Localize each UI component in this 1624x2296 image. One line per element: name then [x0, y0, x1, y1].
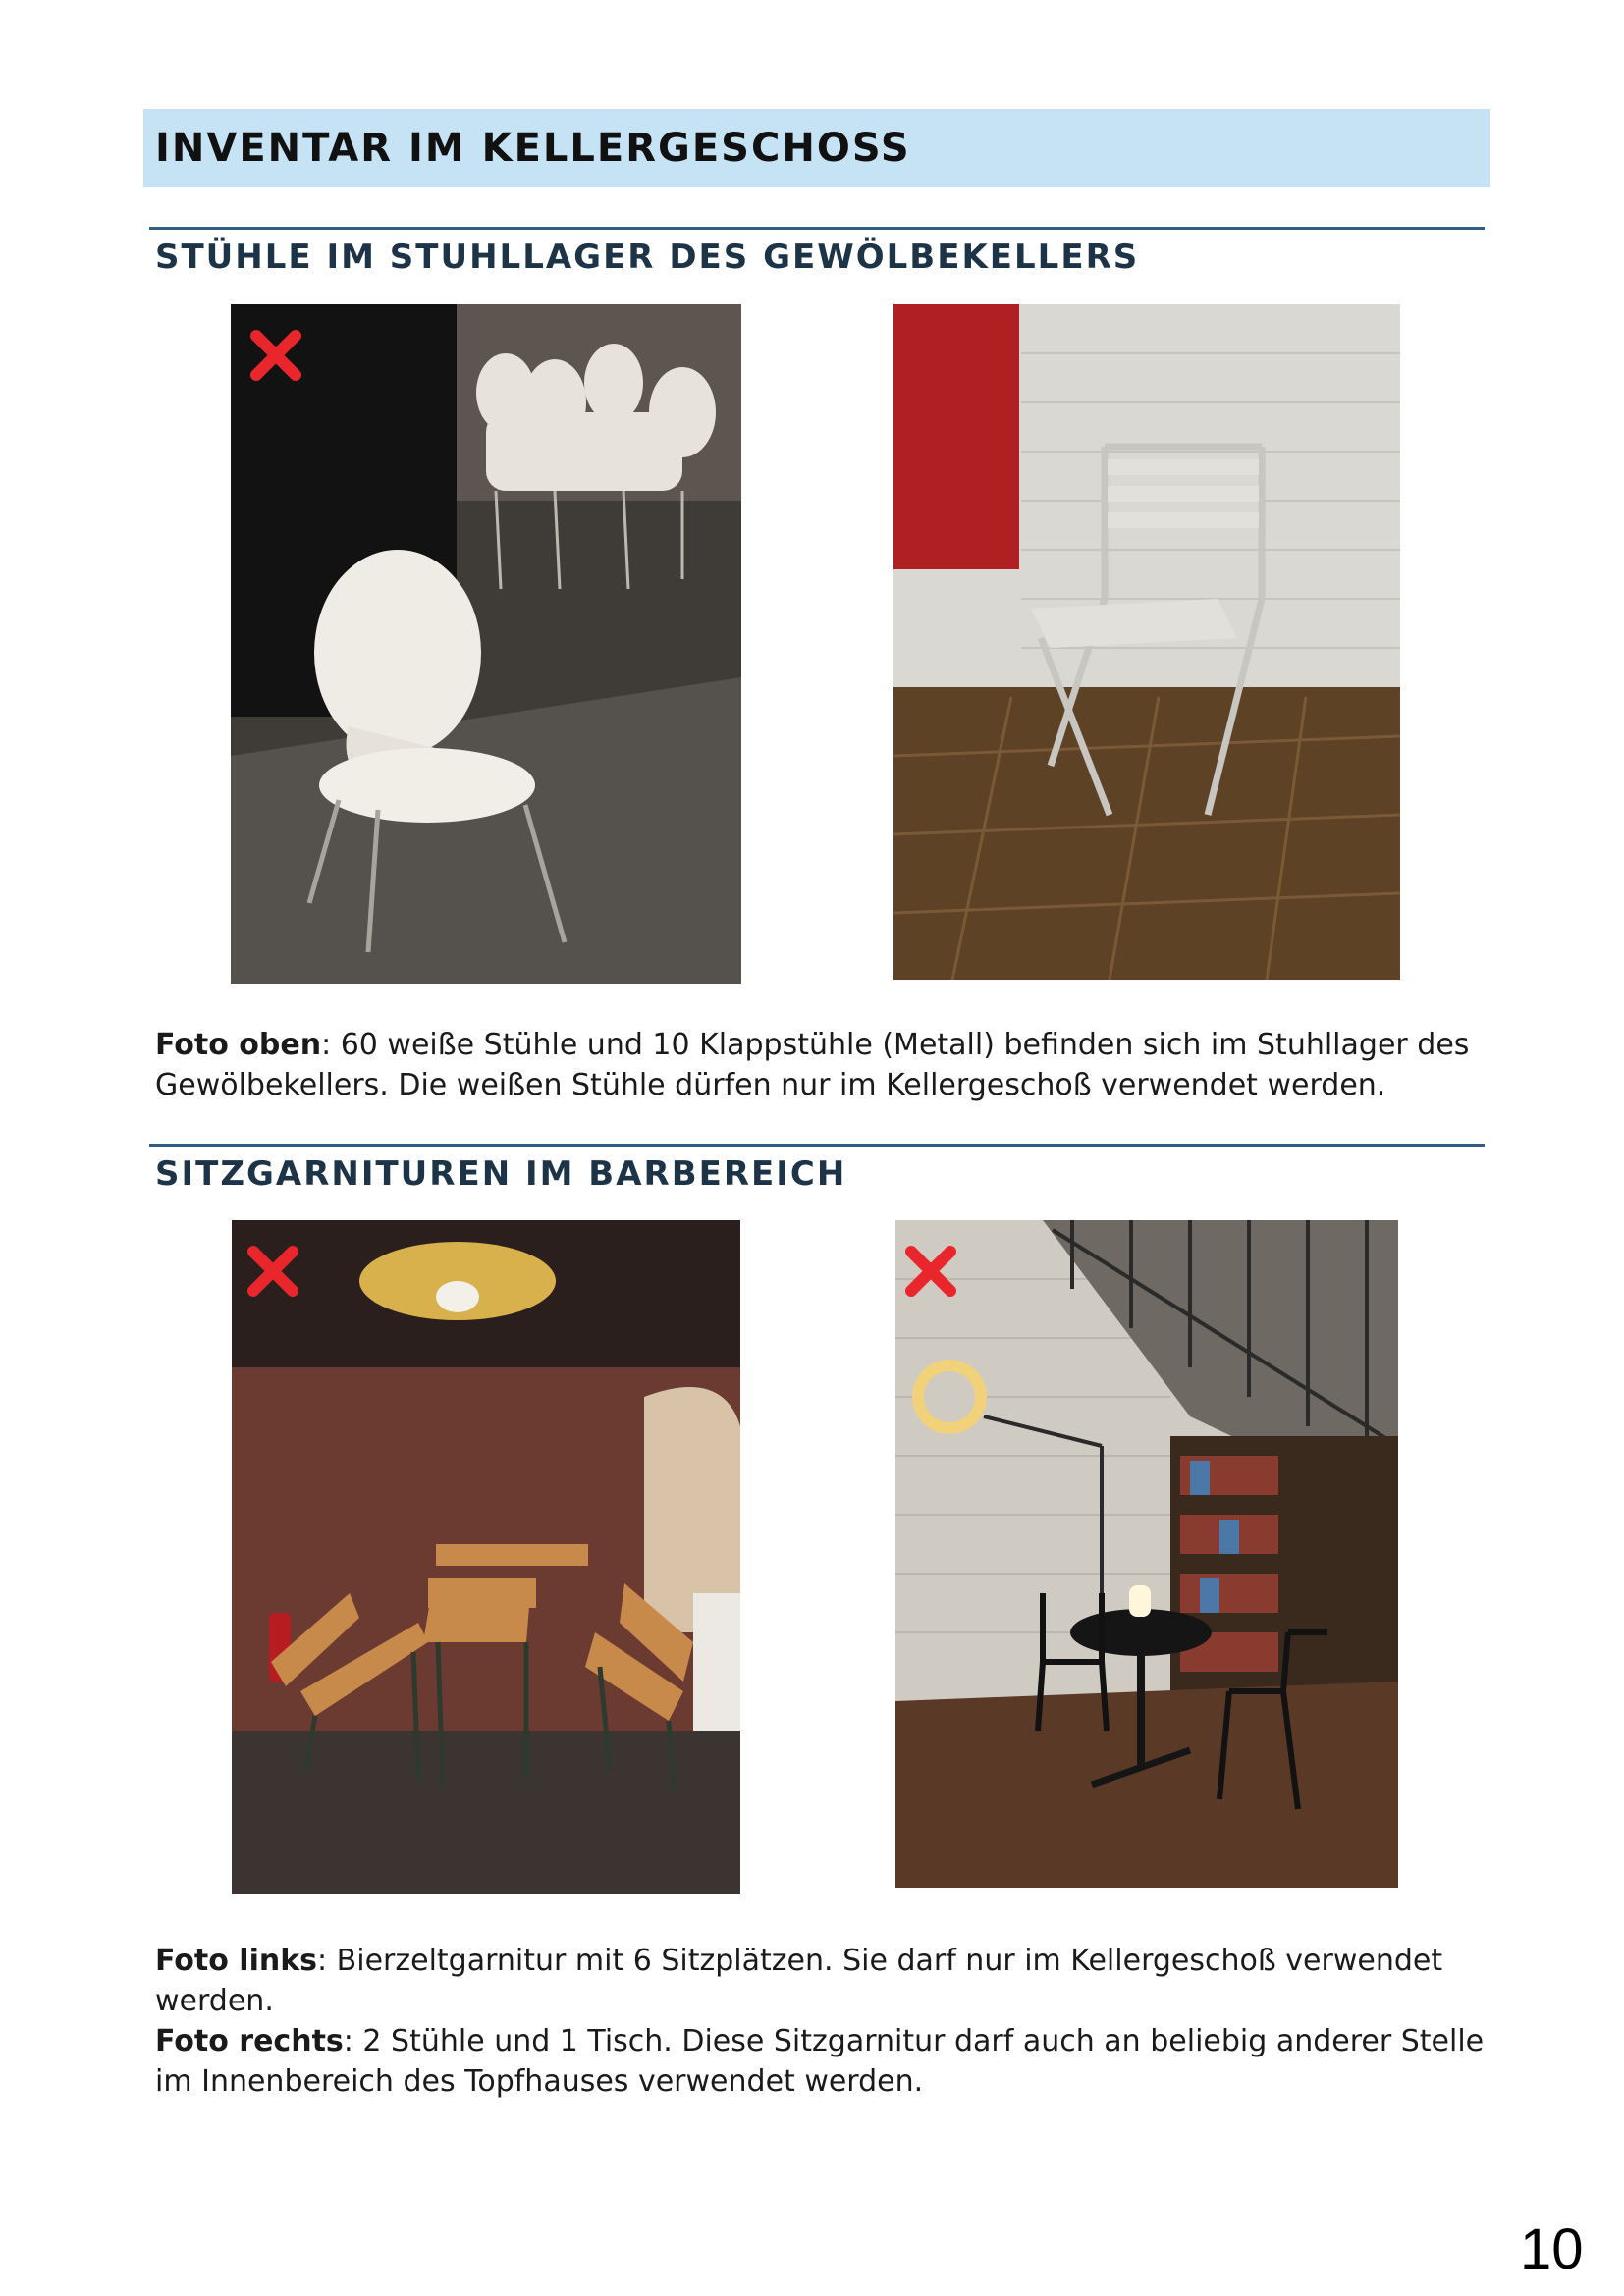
red-x-icon: [903, 1244, 958, 1299]
caption-label: Foto oben: [155, 1028, 322, 1062]
section-divider: [149, 227, 1485, 230]
photo-folding-chair: [893, 304, 1400, 980]
caption-photo-right: [155, 2021, 1490, 2102]
caption-text: : Bierzeltgarnitur mit 6 Sitzplätzen. Sie darf nur im Kellergeschoß verwendet werden.: [155, 1944, 1443, 2018]
caption-label: Foto rechts: [155, 2024, 344, 2058]
page-header: [143, 109, 1490, 187]
red-x-icon: [245, 1244, 300, 1299]
caption-photo-left: [155, 1941, 1490, 2021]
section-divider: [149, 1144, 1485, 1147]
section-title: SITZGARNITUREN IM BARBEREICH: [155, 1154, 847, 1194]
photo-beer-benches: [232, 1220, 740, 1894]
caption-text: : 60 weiße Stühle und 10 Klappstühle (Metall) befinden sich im Stuhllager des Gewölbekellers. Die weißen Stühle dürfen nur im Kellergeschoß verwendet werden.: [155, 1028, 1470, 1102]
red-x-icon: [248, 328, 303, 383]
page-title: INVENTAR IM KELLERGESCHOSS: [155, 126, 911, 171]
page-number: 10: [1520, 2217, 1584, 2281]
section-title: STÜHLE IM STUHLLAGER DES GEWÖLBEKELLERS: [155, 238, 1140, 277]
photo-bistro-set: [895, 1220, 1398, 1888]
caption-text: : 2 Stühle und 1 Tisch. Diese Sitzgarnitur darf auch an beliebig anderer Stelle im Innenbereich des Topfhauses verwendet werden.: [155, 2024, 1485, 2099]
photo-white-chairs: [231, 304, 741, 984]
caption-label: Foto links: [155, 1944, 318, 1978]
caption-photo-top: [155, 1025, 1490, 1105]
